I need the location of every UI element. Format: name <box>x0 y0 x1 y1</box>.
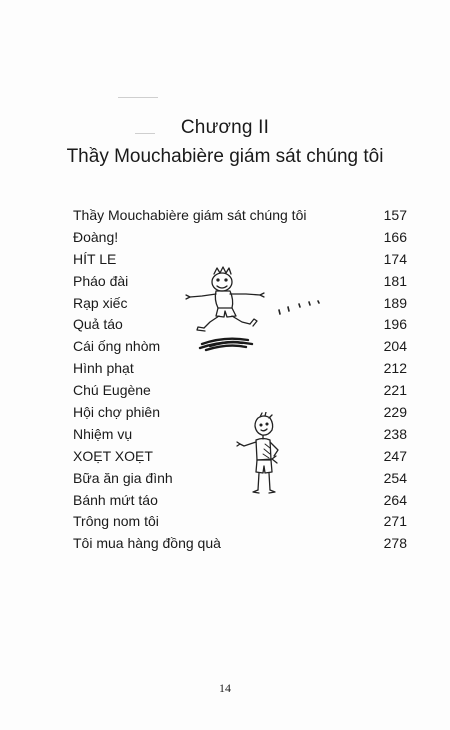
toc-entry-page: 247 <box>383 447 407 464</box>
toc-entry-title: Chú Eugène <box>73 382 151 399</box>
toc-entry-page: 181 <box>383 272 407 289</box>
toc-entry-title: Hội chợ phiên <box>73 404 161 421</box>
toc-entry <box>73 380 407 402</box>
toc-entry-page: 212 <box>383 360 407 377</box>
toc-entry-title: HÍT LE <box>73 250 117 267</box>
standing-boy-sketch-icon <box>236 412 294 500</box>
toc-entry-title: Bữa ăn gia đình <box>73 469 173 486</box>
toc-entry <box>73 205 407 227</box>
toc-entry-page: 278 <box>383 535 407 552</box>
toc-entry-page: 254 <box>383 469 407 486</box>
table-of-contents <box>73 205 407 555</box>
chapter-heading <box>0 116 450 170</box>
toc-entry <box>73 227 407 249</box>
toc-entry-title: Rạp xiếc <box>73 294 128 311</box>
toc-entry-page: 189 <box>383 294 407 311</box>
toc-entry-title: Pháo đài <box>73 272 129 289</box>
page-number: 14 <box>219 681 231 695</box>
toc-entry-page: 157 <box>383 207 407 223</box>
chapter-number: Chương II <box>180 117 270 138</box>
toc-entry <box>73 358 407 380</box>
toc-entry-page: 221 <box>383 382 407 399</box>
toc-entry-title: Tôi mua hàng đồng quà <box>73 535 221 552</box>
toc-entry-title: Đoàng! <box>73 228 119 245</box>
toc-entry-title: Cái ống nhòm <box>73 338 161 355</box>
faint-rule-top <box>118 97 158 98</box>
toc-entry-title: Thầy Mouchabière giám sát chúng tôi <box>73 207 307 223</box>
toc-entry-page: 264 <box>383 491 407 508</box>
toc-entry-page: 271 <box>383 513 407 530</box>
toc-entry-page: 174 <box>383 250 407 267</box>
toc-entry-title: Bánh mứt táo <box>73 491 158 508</box>
toc-entry-title: Quả táo <box>73 316 123 333</box>
toc-entry-title: Hình phạt <box>73 360 134 377</box>
toc-entry-page: 166 <box>383 228 407 245</box>
toc-entry-title: XOẸT XOẸT <box>73 447 153 464</box>
toc-entry <box>73 533 407 555</box>
toc-entry-page: 238 <box>383 425 407 442</box>
chapter-title: Thầy Mouchabière giám sát chúng tôi <box>66 146 384 167</box>
toc-entry-page: 196 <box>383 316 407 333</box>
running-boy-sketch-icon <box>184 264 334 356</box>
toc-entry <box>73 511 407 533</box>
toc-entry-page: 204 <box>383 338 407 355</box>
toc-entry-title: Trông nom tôi <box>73 513 159 530</box>
toc-entry-title: Nhiệm vụ <box>73 425 133 442</box>
toc-entry-page: 229 <box>383 404 407 421</box>
